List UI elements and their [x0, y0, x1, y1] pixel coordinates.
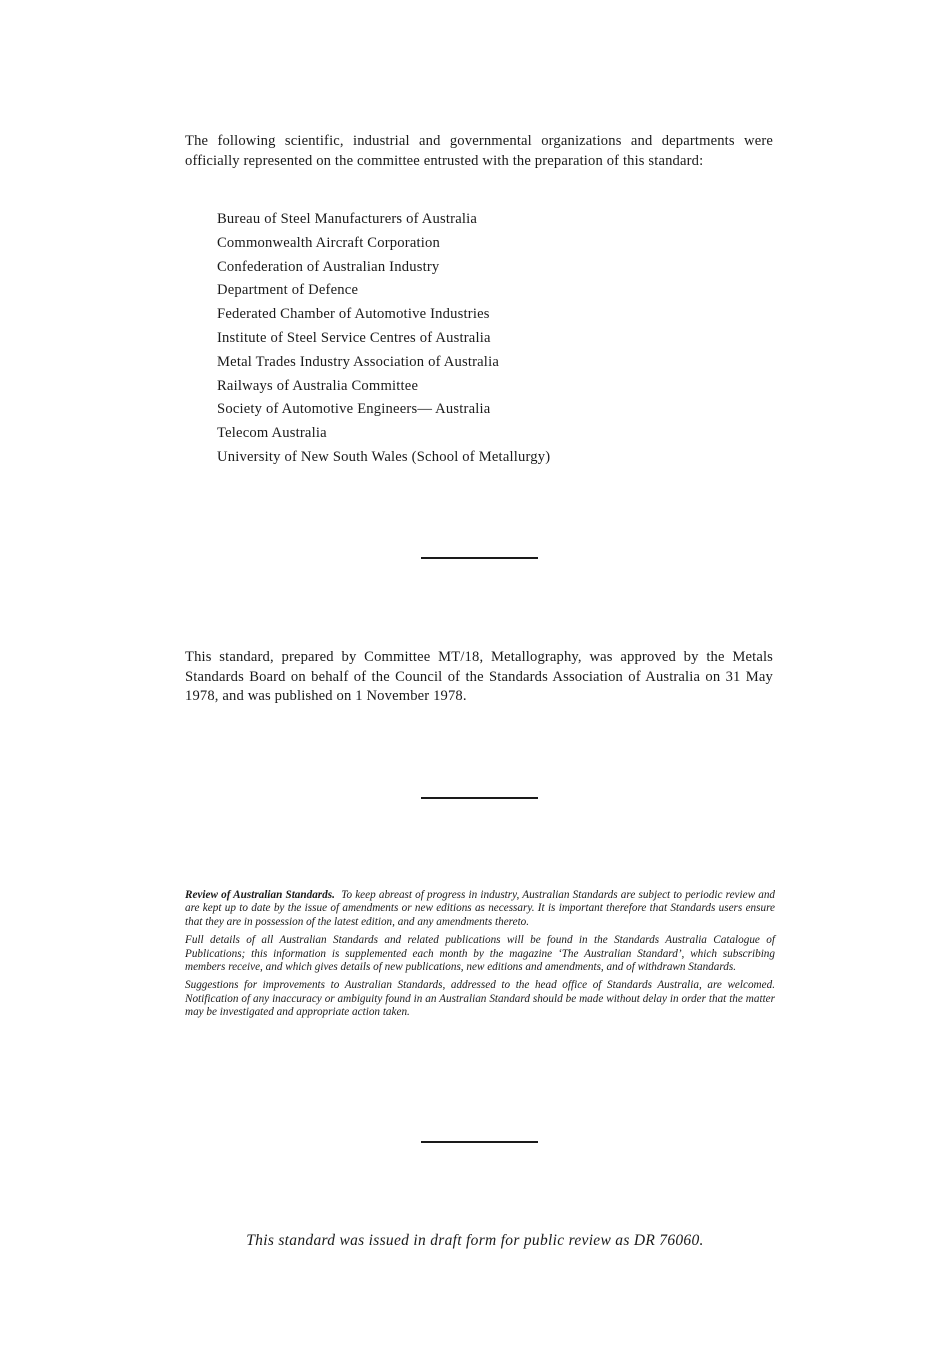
organization-item: Institute of Steel Service Centres of Australia [217, 329, 491, 346]
organization-item: Commonwealth Aircraft Corporation [217, 234, 441, 251]
review-paragraph [185, 889, 775, 929]
section-divider [421, 557, 538, 559]
organization-item: Department of Defence [217, 282, 359, 299]
draft-review-note: This standard was issued in draft form for public review as DR 76060. [246, 1232, 704, 1249]
section-divider [421, 797, 538, 799]
review-notice [185, 889, 775, 1025]
organization-item: Metal Trades Industry Association of Australia [217, 353, 499, 370]
organization-list [217, 208, 550, 470]
section-divider [421, 1141, 538, 1143]
committee-intro-paragraph: The following scientific, industrial and governmental organizations and departments were officially represented on the committee entrusted with the preparation of this standard: [185, 133, 773, 169]
organization-item: Society of Automotive Engineers— Australia [217, 401, 491, 418]
suggestions-paragraph: Suggestions for improvements to Australian Standards, addressed to the head office of Standards Australia, are welcomed. Notification of any inaccuracy or ambiguity found in an Australian Standard should be made without delay in order that the matter may be investigated and appropriate action taken. [185, 979, 775, 1019]
catalogue-paragraph: Full details of all Australian Standards and related publications will be found in the Standards Australia Catalogue of Publications; this information is supplemented each month by the magazine ‘The Australian Standard’, which subscribing members receive, and which gives details of new publications, new editions and amendments, and of withdrawn Standards. [185, 934, 775, 974]
approval-paragraph: This standard, prepared by Committee MT/18, Metallography, was approved by the Metals Standards Board on behalf of the Council of the Standards Association of Australia on 31 May 1978, and was published on 1 November 1978. [185, 649, 773, 704]
organization-item: Bureau of Steel Manufacturers of Australia [217, 211, 478, 227]
organization-item: University of New South Wales (School of Metallurgy) [217, 448, 551, 465]
review-lead-heading: Review of Australian Standards. [185, 889, 335, 901]
review-paragraph-text: To keep abreast of progress in industry, Australian Standards are subject to periodic review and are kept up to date by the issue of amendments or new editions as necessary. It is important therefore that Standards users ensure that they are in possession of the latest edition, and any amendments thereto. [185, 889, 776, 928]
organization-item: Railways of Australia Committee [217, 377, 419, 394]
organization-item: Federated Chamber of Automotive Industries [217, 306, 490, 323]
organization-item: Telecom Australia [217, 425, 327, 442]
organization-item: Confederation of Australian Industry [217, 258, 440, 275]
